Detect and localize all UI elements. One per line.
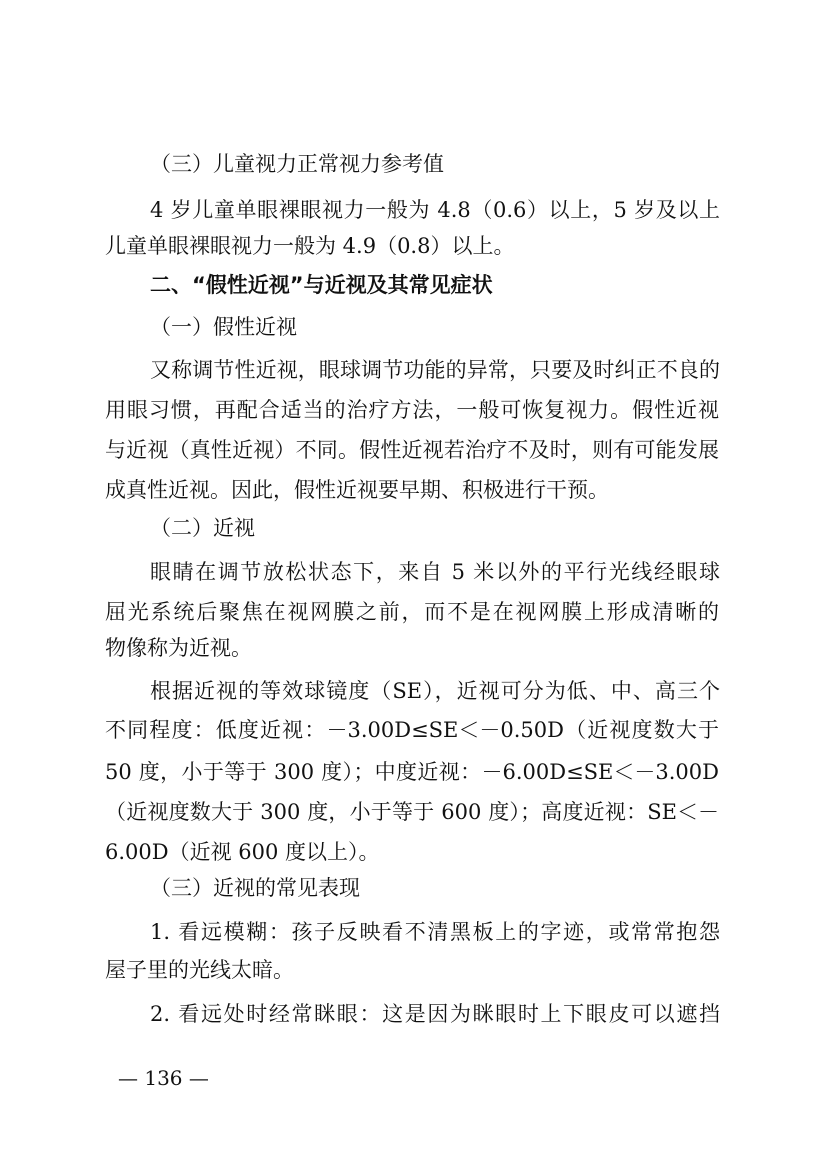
paragraph-line: 不同程度：低度近视：－3.00D≤SE＜－0.50D（近视度数大于 xyxy=(105,718,719,742)
paragraph-line: 6.00D（近视 600 度以上）。 xyxy=(105,840,380,864)
paragraph-line: 2. 看远处时经常眯眼：这是因为眯眼时上下眼皮可以遮挡 xyxy=(150,1002,720,1026)
paragraph-line: 屈光系统后聚焦在视网膜之前，而不是在视网膜上形成清晰的 xyxy=(105,600,719,624)
section-heading-myopia: 二、“假性近视”与近视及其常见症状 xyxy=(150,273,493,297)
paragraph-line: 与近视（真性近视）不同。假性近视若治疗不及时，则有可能发展 xyxy=(105,438,719,462)
subheading-myopia-symptoms: （三）近视的常见表现 xyxy=(150,876,360,900)
paragraph-line: 50 度，小于等于 300 度）；中度近视：－6.00D≤SE＜－3.00D xyxy=(105,760,719,784)
subheading-pseudomyopia: （一）假性近视 xyxy=(150,315,297,339)
subheading-myopia: （二）近视 xyxy=(150,516,255,540)
subheading-children-vision: （三）儿童视力正常视力参考值 xyxy=(150,152,444,176)
paragraph-line: 1. 看远模糊：孩子反映看不清黑板上的字迹，或常常抱怨 xyxy=(150,920,720,944)
paragraph-line: 成真性近视。因此，假性近视要早期、积极进行干预。 xyxy=(105,478,609,502)
paragraph-line: 4 岁儿童单眼裸眼视力一般为 4.8（0.6）以上，5 岁及以上 xyxy=(150,198,720,222)
paragraph-line: 根据近视的等效球镜度（SE），近视可分为低、中、高三个 xyxy=(150,679,720,703)
paragraph-line: 眼睛在调节放松状态下，来自 5 米以外的平行光线经眼球 xyxy=(150,560,720,584)
paragraph-line: 屋子里的光线太暗。 xyxy=(105,958,294,982)
page-number: — 136 — xyxy=(118,1066,209,1090)
paragraph-line: 物像称为近视。 xyxy=(105,636,252,660)
paragraph-line: 用眼习惯，再配合适当的治疗方法，一般可恢复视力。假性近视 xyxy=(105,398,719,422)
paragraph-line: 又称调节性近视，眼球调节功能的异常，只要及时纠正不良的 xyxy=(150,358,720,382)
paragraph-line: （近视度数大于 300 度，小于等于 600 度）；高度近视：SE＜－ xyxy=(105,800,719,824)
paragraph-line: 儿童单眼裸眼视力一般为 4.9（0.8）以上。 xyxy=(105,234,515,258)
